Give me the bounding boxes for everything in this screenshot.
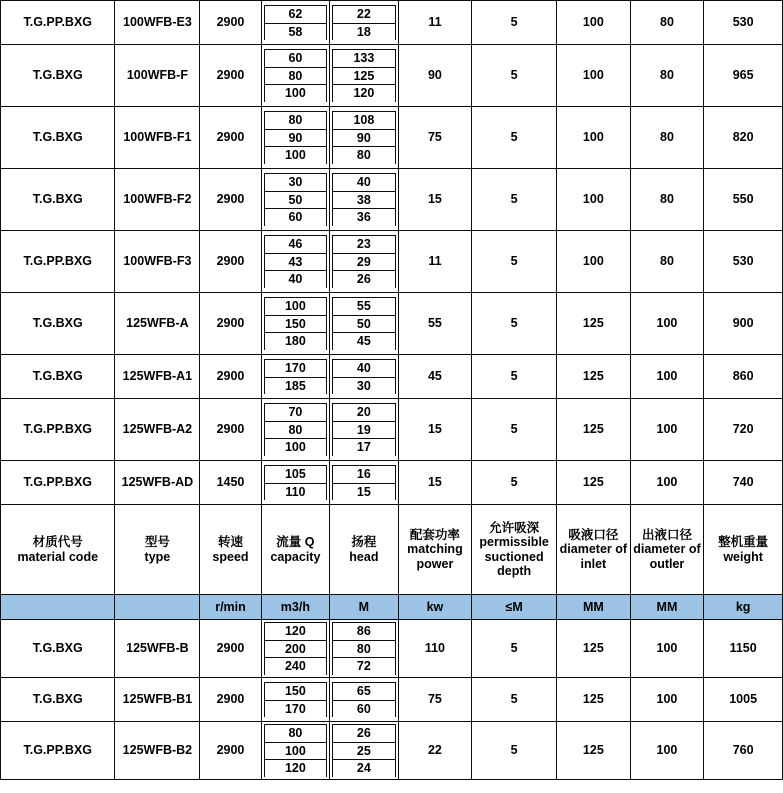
- cell-speed: 2900: [200, 722, 261, 780]
- cell-head-value: 29: [333, 253, 395, 270]
- cell-power: 45: [398, 355, 472, 399]
- cell-head: [330, 355, 398, 399]
- header-weight-cn: 整机重量: [718, 535, 769, 550]
- cell-type: 125WFB-A: [115, 293, 200, 355]
- cell-material-code: T.G.BXG: [1, 107, 115, 169]
- unit-cell-1: [115, 595, 200, 620]
- table-row: [1, 461, 783, 505]
- cell-inlet-diameter: 125: [557, 678, 631, 722]
- cell-capacity-value: 240: [264, 658, 326, 675]
- cell-capacity: [261, 355, 329, 399]
- cell-head-value: 22: [333, 6, 395, 23]
- cell-inlet-diameter: 100: [557, 231, 631, 293]
- cell-inlet-diameter: 100: [557, 45, 631, 107]
- cell-head-value: 50: [333, 315, 395, 332]
- cell-inlet-diameter: 100: [557, 1, 631, 45]
- cell-inlet-diameter: 125: [557, 620, 631, 678]
- cell-material-code: T.G.PP.BXG: [1, 231, 115, 293]
- cell-speed: 2900: [200, 107, 261, 169]
- table-row: [1, 107, 783, 169]
- cell-outlet-diameter: 80: [630, 169, 704, 231]
- cell-head: [330, 293, 398, 355]
- cell-suction-depth: 5: [472, 293, 557, 355]
- cell-capacity-value: 70: [264, 404, 326, 421]
- header-power-cn: 配套功率: [409, 527, 460, 542]
- cell-head-value: 80: [333, 147, 395, 164]
- header-capacity-cn: 流量 Q: [276, 535, 315, 550]
- table-row: [1, 399, 783, 461]
- unit-cell-6: ≤M: [472, 595, 557, 620]
- cell-type: 125WFB-A2: [115, 399, 200, 461]
- cell-weight: 1150: [704, 620, 783, 678]
- cell-head-value: 55: [333, 298, 395, 315]
- table-row: [1, 678, 783, 722]
- cell-weight: 740: [704, 461, 783, 505]
- cell-outlet-diameter: 100: [630, 293, 704, 355]
- cell-head: [330, 461, 398, 505]
- cell-head-value: 45: [333, 333, 395, 350]
- cell-type: 100WFB-F2: [115, 169, 200, 231]
- cell-material-code: T.G.BXG: [1, 678, 115, 722]
- cell-head-value: 18: [333, 23, 395, 40]
- cell-head-value: 17: [333, 439, 395, 456]
- cell-inlet-diameter: 125: [557, 461, 631, 505]
- cell-inlet-diameter: 125: [557, 293, 631, 355]
- header-type: [115, 505, 200, 595]
- cell-head-value: 16: [333, 466, 395, 483]
- cell-head: [330, 399, 398, 461]
- cell-suction-depth: 5: [472, 231, 557, 293]
- unit-cell-4: M: [330, 595, 398, 620]
- table-row: [1, 355, 783, 399]
- column-header-row: [1, 505, 783, 595]
- cell-capacity: [261, 722, 329, 780]
- cell-capacity-value: 100: [264, 147, 326, 164]
- cell-type: 100WFB-E3: [115, 1, 200, 45]
- cell-outlet-diameter: 100: [630, 399, 704, 461]
- cell-head-value: 40: [333, 174, 395, 191]
- cell-power: 15: [398, 399, 472, 461]
- cell-head: [330, 107, 398, 169]
- cell-power: 90: [398, 45, 472, 107]
- cell-speed: 2900: [200, 399, 261, 461]
- header-head-en: head: [349, 549, 379, 564]
- cell-weight: 820: [704, 107, 783, 169]
- cell-suction-depth: 5: [472, 678, 557, 722]
- header-power-en: matching power: [407, 542, 463, 571]
- header-suction-depth: [472, 505, 557, 595]
- header-outlet-diameter-en: diameter of outler: [633, 542, 701, 571]
- cell-material-code: T.G.BXG: [1, 620, 115, 678]
- header-power: [398, 505, 472, 595]
- cell-type: 125WFB-B2: [115, 722, 200, 780]
- cell-capacity: [261, 169, 329, 231]
- header-suction-depth-en: permissible suctioned depth: [479, 535, 549, 578]
- cell-type: 125WFB-A1: [115, 355, 200, 399]
- cell-capacity-value: 46: [264, 236, 326, 253]
- table-row: [1, 1, 783, 45]
- cell-head: [330, 620, 398, 678]
- cell-suction-depth: 5: [472, 1, 557, 45]
- cell-type: 100WFB-F: [115, 45, 200, 107]
- cell-outlet-diameter: 100: [630, 355, 704, 399]
- cell-capacity-value: 185: [264, 377, 326, 394]
- cell-head-value: 36: [333, 209, 395, 226]
- table-row: [1, 293, 783, 355]
- cell-material-code: T.G.PP.BXG: [1, 461, 115, 505]
- header-outlet-diameter: [630, 505, 704, 595]
- cell-head-value: 72: [333, 658, 395, 675]
- cell-head: [330, 722, 398, 780]
- cell-type: 125WFB-B1: [115, 678, 200, 722]
- cell-suction-depth: 5: [472, 45, 557, 107]
- header-speed-cn: 转速: [217, 535, 243, 550]
- cell-head-value: 38: [333, 191, 395, 208]
- cell-outlet-diameter: 100: [630, 722, 704, 780]
- cell-weight: 550: [704, 169, 783, 231]
- cell-head-value: 125: [333, 67, 395, 84]
- cell-inlet-diameter: 100: [557, 169, 631, 231]
- cell-suction-depth: 5: [472, 461, 557, 505]
- cell-head-value: 40: [333, 360, 395, 377]
- cell-inlet-diameter: 125: [557, 399, 631, 461]
- cell-outlet-diameter: 80: [630, 1, 704, 45]
- cell-head-value: 60: [333, 700, 395, 717]
- cell-capacity-value: 100: [264, 742, 326, 759]
- cell-suction-depth: 5: [472, 107, 557, 169]
- cell-capacity: [261, 1, 329, 45]
- cell-speed: 2900: [200, 620, 261, 678]
- header-material-code-cn: 材质代号: [32, 535, 83, 550]
- cell-capacity-value: 105: [264, 466, 326, 483]
- unit-cell-8: MM: [630, 595, 704, 620]
- cell-capacity-value: 40: [264, 271, 326, 288]
- cell-weight: 760: [704, 722, 783, 780]
- cell-weight: 900: [704, 293, 783, 355]
- header-material-code: [1, 505, 115, 595]
- header-speed-en: speed: [212, 549, 249, 564]
- cell-head: [330, 678, 398, 722]
- cell-capacity-value: 120: [264, 623, 326, 640]
- unit-row: [1, 595, 783, 620]
- cell-type: 100WFB-F3: [115, 231, 200, 293]
- cell-inlet-diameter: 125: [557, 722, 631, 780]
- cell-head: [330, 169, 398, 231]
- cell-head: [330, 1, 398, 45]
- cell-outlet-diameter: 100: [630, 461, 704, 505]
- cell-capacity-value: 62: [264, 6, 326, 23]
- cell-material-code: T.G.BXG: [1, 293, 115, 355]
- cell-head-value: 65: [333, 683, 395, 700]
- cell-weight: 530: [704, 231, 783, 293]
- cell-material-code: T.G.PP.BXG: [1, 722, 115, 780]
- cell-power: 75: [398, 107, 472, 169]
- cell-power: 110: [398, 620, 472, 678]
- cell-speed: 2900: [200, 293, 261, 355]
- cell-suction-depth: 5: [472, 355, 557, 399]
- cell-speed: 1450: [200, 461, 261, 505]
- cell-material-code: T.G.PP.BXG: [1, 1, 115, 45]
- cell-capacity-value: 100: [264, 298, 326, 315]
- cell-power: 75: [398, 678, 472, 722]
- cell-capacity-value: 60: [264, 209, 326, 226]
- cell-type: 125WFB-AD: [115, 461, 200, 505]
- cell-suction-depth: 5: [472, 399, 557, 461]
- cell-material-code: T.G.PP.BXG: [1, 399, 115, 461]
- cell-head-value: 26: [333, 271, 395, 288]
- table-row: [1, 45, 783, 107]
- cell-speed: 2900: [200, 45, 261, 107]
- cell-type: 125WFB-B: [115, 620, 200, 678]
- cell-type: 100WFB-F1: [115, 107, 200, 169]
- header-head: [330, 505, 398, 595]
- cell-capacity-value: 30: [264, 174, 326, 191]
- cell-capacity-value: 80: [264, 112, 326, 129]
- cell-capacity: [261, 231, 329, 293]
- cell-speed: 2900: [200, 355, 261, 399]
- cell-capacity-value: 80: [264, 67, 326, 84]
- unit-cell-0: [1, 595, 115, 620]
- header-inlet-diameter-cn: 吸液口径: [568, 527, 619, 542]
- cell-head-value: 20: [333, 404, 395, 421]
- cell-material-code: T.G.BXG: [1, 169, 115, 231]
- cell-capacity-value: 80: [264, 421, 326, 438]
- cell-outlet-diameter: 100: [630, 620, 704, 678]
- header-capacity: [261, 505, 329, 595]
- cell-capacity: [261, 293, 329, 355]
- cell-suction-depth: 5: [472, 620, 557, 678]
- header-speed: [200, 505, 261, 595]
- cell-capacity: [261, 399, 329, 461]
- cell-head-value: 133: [333, 50, 395, 67]
- cell-head-value: 23: [333, 236, 395, 253]
- unit-cell-3: m3/h: [261, 595, 329, 620]
- cell-capacity-value: 50: [264, 191, 326, 208]
- cell-capacity-value: 90: [264, 129, 326, 146]
- cell-head: [330, 231, 398, 293]
- header-inlet-diameter-en: diameter of inlet: [559, 542, 628, 571]
- cell-capacity-value: 100: [264, 439, 326, 456]
- cell-head-value: 90: [333, 129, 395, 146]
- cell-material-code: T.G.BXG: [1, 45, 115, 107]
- cell-capacity-value: 170: [264, 360, 326, 377]
- cell-capacity-value: 80: [264, 725, 326, 742]
- cell-head-value: 86: [333, 623, 395, 640]
- cell-capacity: [261, 620, 329, 678]
- table-row: [1, 620, 783, 678]
- cell-material-code: T.G.BXG: [1, 355, 115, 399]
- cell-power: 55: [398, 293, 472, 355]
- cell-capacity-value: 110: [264, 483, 326, 500]
- cell-outlet-diameter: 80: [630, 45, 704, 107]
- cell-outlet-diameter: 80: [630, 231, 704, 293]
- table-row: [1, 722, 783, 780]
- cell-capacity-value: 100: [264, 85, 326, 102]
- cell-power: 22: [398, 722, 472, 780]
- header-type-cn: 型号: [144, 535, 170, 550]
- cell-outlet-diameter: 80: [630, 107, 704, 169]
- header-outlet-diameter-cn: 出液口径: [641, 527, 692, 542]
- cell-head-value: 108: [333, 112, 395, 129]
- cell-suction-depth: 5: [472, 722, 557, 780]
- cell-weight: 860: [704, 355, 783, 399]
- table-row: [1, 231, 783, 293]
- cell-weight: 1005: [704, 678, 783, 722]
- cell-capacity: [261, 461, 329, 505]
- cell-head-value: 120: [333, 85, 395, 102]
- cell-capacity-value: 170: [264, 700, 326, 717]
- cell-capacity-value: 43: [264, 253, 326, 270]
- cell-head-value: 19: [333, 421, 395, 438]
- cell-head-value: 26: [333, 725, 395, 742]
- cell-speed: 2900: [200, 1, 261, 45]
- header-inlet-diameter: [557, 505, 631, 595]
- unit-cell-9: kg: [704, 595, 783, 620]
- cell-weight: 530: [704, 1, 783, 45]
- cell-capacity-value: 150: [264, 683, 326, 700]
- cell-power: 11: [398, 1, 472, 45]
- cell-capacity: [261, 678, 329, 722]
- cell-capacity-value: 180: [264, 333, 326, 350]
- cell-speed: 2900: [200, 169, 261, 231]
- unit-cell-5: kw: [398, 595, 472, 620]
- header-weight-en: weight: [723, 549, 763, 564]
- cell-weight: 965: [704, 45, 783, 107]
- cell-head: [330, 45, 398, 107]
- cell-speed: 2900: [200, 678, 261, 722]
- cell-head-value: 24: [333, 760, 395, 777]
- cell-inlet-diameter: 100: [557, 107, 631, 169]
- header-material-code-en: material code: [17, 549, 99, 564]
- cell-power: 11: [398, 231, 472, 293]
- cell-capacity-value: 60: [264, 50, 326, 67]
- cell-outlet-diameter: 100: [630, 678, 704, 722]
- cell-capacity: [261, 107, 329, 169]
- cell-speed: 2900: [200, 231, 261, 293]
- cell-capacity-value: 200: [264, 640, 326, 657]
- cell-head-value: 30: [333, 377, 395, 394]
- cell-capacity: [261, 45, 329, 107]
- cell-power: 15: [398, 461, 472, 505]
- header-suction-depth-cn: 允许吸深: [489, 520, 540, 535]
- cell-head-value: 25: [333, 742, 395, 759]
- cell-inlet-diameter: 125: [557, 355, 631, 399]
- cell-head-value: 15: [333, 483, 395, 500]
- header-type-en: type: [144, 549, 171, 564]
- unit-cell-2: r/min: [200, 595, 261, 620]
- cell-head-value: 80: [333, 640, 395, 657]
- cell-capacity-value: 120: [264, 760, 326, 777]
- header-weight: [704, 505, 783, 595]
- table-row: [1, 169, 783, 231]
- cell-suction-depth: 5: [472, 169, 557, 231]
- cell-weight: 720: [704, 399, 783, 461]
- unit-cell-7: MM: [557, 595, 631, 620]
- header-head-cn: 扬程: [351, 535, 377, 550]
- header-capacity-en: capacity: [270, 549, 321, 564]
- cell-capacity-value: 58: [264, 23, 326, 40]
- cell-capacity-value: 150: [264, 315, 326, 332]
- cell-power: 15: [398, 169, 472, 231]
